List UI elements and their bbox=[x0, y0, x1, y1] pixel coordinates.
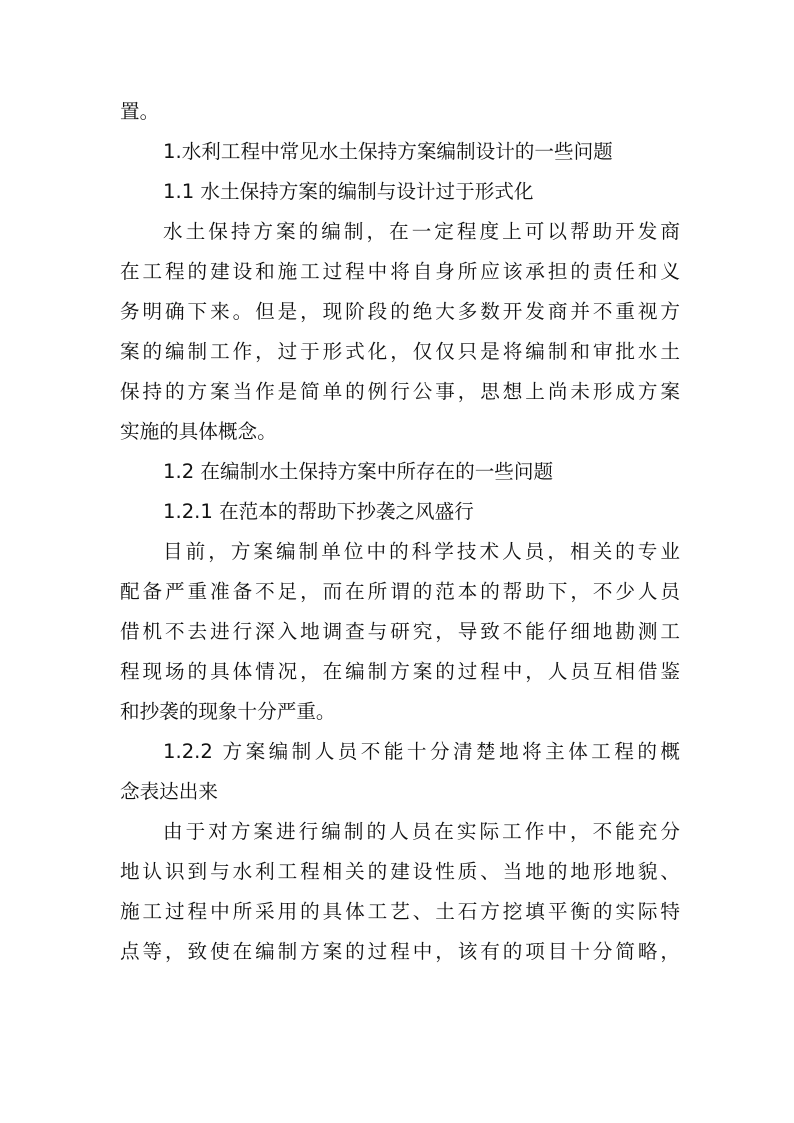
subsection-heading: 1.2 在编制水土保持方案中所存在的一些问题 bbox=[163, 460, 554, 483]
subsubsection-heading: 1.2.1 在范本的帮助下抄袭之风盛行 bbox=[163, 500, 474, 523]
paragraph-line: 和抄袭的现象十分严重。 bbox=[120, 700, 336, 723]
paragraph-line: 地认识到与水利工程相关的建设性质、当地的地形地貌、 bbox=[120, 860, 680, 883]
text-line: 置。 bbox=[120, 100, 160, 123]
paragraph-line: 点等，致使在编制方案的过程中，该有的项目十分简略， bbox=[120, 940, 680, 963]
section-heading: 1.水利工程中常见水土保持方案编制设计的一些问题 bbox=[163, 140, 613, 163]
paragraph-line: 实施的具体概念。 bbox=[120, 420, 277, 443]
paragraph-line: 保持的方案当作是简单的例行公事，思想上尚未形成方案 bbox=[120, 380, 680, 403]
paragraph-line: 目前，方案编制单位中的科学技术人员，相关的专业 bbox=[163, 540, 680, 563]
paragraph-line: 施工过程中所采用的具体工艺、土石方挖填平衡的实际特 bbox=[120, 900, 680, 923]
paragraph-line: 在工程的建设和施工过程中将自身所应该承担的责任和义 bbox=[120, 260, 680, 283]
paragraph-line: 由于对方案进行编制的人员在实际工作中，不能充分 bbox=[163, 820, 680, 843]
document-body bbox=[120, 92, 680, 972]
paragraph-line: 案的编制工作，过于形式化，仅仅只是将编制和审批水土 bbox=[120, 340, 680, 363]
paragraph-line: 配备严重准备不足，而在所谓的范本的帮助下，不少人员 bbox=[120, 580, 680, 603]
paragraph-line: 务明确下来。但是，现阶段的绝大多数开发商并不重视方 bbox=[120, 300, 680, 323]
subsubsection-heading: 1.2.2 方案编制人员不能十分清楚地将主体工程的概 bbox=[163, 740, 680, 763]
paragraph-line: 水土保持方案的编制，在一定程度上可以帮助开发商 bbox=[163, 220, 680, 243]
paragraph-line: 程现场的具体情况，在编制方案的过程中，人员互相借鉴 bbox=[120, 660, 680, 683]
subsubsection-heading-continued: 念表达出来 bbox=[120, 780, 218, 803]
paragraph-line: 借机不去进行深入地调查与研究，导致不能仔细地勘测工 bbox=[120, 620, 680, 643]
subsection-heading: 1.1 水土保持方案的编制与设计过于形式化 bbox=[163, 180, 534, 203]
